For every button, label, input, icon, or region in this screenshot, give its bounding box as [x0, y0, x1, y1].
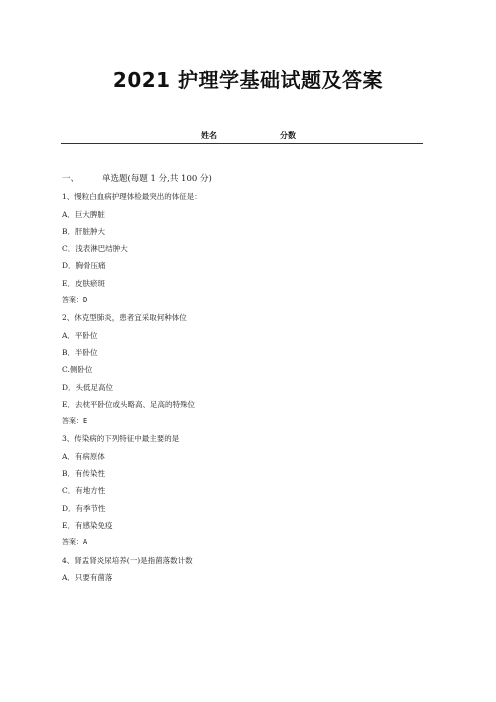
document-title: 2021 护理学基础试题及答案	[112, 68, 384, 92]
question-stem: 2、休克型肺炎，患者宜采取何种体位	[62, 313, 187, 323]
question-stem: 4、肾盂肾炎尿培养(一)是指菌落数计数	[62, 555, 193, 565]
question-answer: 答案：D	[62, 296, 88, 305]
question-answer: 答案：E	[62, 417, 88, 426]
question-stem: 3、传染病的下列特征中最主要的是	[62, 434, 180, 444]
score-label: 分数	[280, 131, 296, 140]
question-option: E．有感染免疫	[62, 520, 113, 530]
question-option: E．去枕平卧位或头略高、足高的特殊位	[62, 399, 195, 409]
question-option: B．半卧位	[62, 347, 98, 357]
question-option: A．有病原体	[62, 451, 105, 461]
question-option: D．头低足高位	[62, 382, 114, 392]
question-option: A．平卧位	[62, 330, 98, 340]
question-option: A．只要有菌落	[62, 572, 113, 582]
question-option: A．巨大脾脏	[62, 209, 105, 219]
section-heading	[62, 171, 432, 188]
question-option: D．有季节性	[62, 503, 106, 513]
question-answer: 答案：A	[62, 538, 88, 547]
question-option: C.侧卧位	[62, 365, 93, 375]
question-option: E．皮肤瘀斑	[62, 278, 105, 288]
question-option: C．浅表淋巴结肿大	[62, 244, 128, 254]
question-list	[62, 171, 432, 586]
header-divider	[61, 143, 423, 144]
section-text: 单选题(每题 1 分,共 100 分)	[102, 174, 212, 184]
question-stem: 1、慢粒白血病护理体检最突出的体征是：	[62, 192, 202, 202]
question-option: B．有传染性	[62, 469, 106, 479]
question-option: B．肝脏肿大	[62, 226, 106, 236]
question-option: C．有地方性	[62, 486, 106, 496]
section-number: 一、	[62, 174, 80, 184]
name-label: 姓名	[201, 131, 217, 140]
question-option: D．胸骨压痛	[62, 261, 106, 271]
